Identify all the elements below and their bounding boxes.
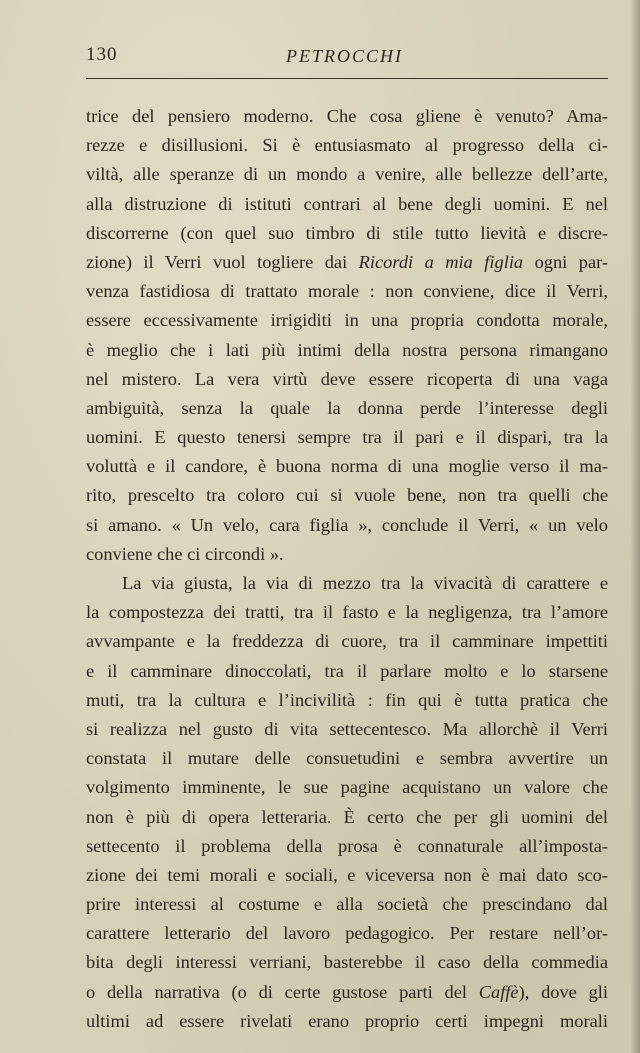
text-line bbox=[86, 978, 608, 1007]
text-line: volgimento imminente, le sue pagine acquistano un valore che bbox=[86, 777, 608, 798]
header-rule bbox=[86, 78, 608, 79]
text-line: viltà, alle speranze di un mondo a venire, alle bellezze dell’arte, bbox=[86, 164, 608, 185]
text-segment: ogni par- bbox=[523, 251, 608, 272]
text-line: settecento il problema della prosa è connaturale all’imposta- bbox=[86, 835, 608, 856]
body-text bbox=[86, 102, 608, 1036]
text-line: uomini. E questo tenersi sempre tra il pari e il dispari, tra la bbox=[86, 427, 608, 448]
text-line: si amano. « Un velo, cara figlia », conclude il Verri, « un velo bbox=[86, 514, 608, 535]
text-line: ambiguità, senza la quale la donna perde l’interesse degli bbox=[86, 397, 608, 418]
page-header bbox=[86, 44, 610, 74]
text-line: voluttà e il candore, è buona norma di una moglie verso il ma- bbox=[86, 456, 608, 477]
text-line: alla distruzione di istituti contrari al bene degli uomini. E nel bbox=[86, 193, 608, 214]
text-line: zione dei temi morali e sociali, e viceversa non è mai dato sco- bbox=[86, 864, 608, 885]
text-line: si realizza nel gusto di vita settecentesco. Ma allorchè il Verri bbox=[86, 718, 608, 739]
text-line: ultimi ad essere rivelati erano proprio certi impegni morali bbox=[86, 1010, 608, 1031]
text-line: la compostezza dei tratti, tra il fasto e la negligenza, tra l’amore bbox=[86, 602, 608, 623]
book-title: Ricordi a mia figlia bbox=[358, 251, 524, 272]
text-line: conviene che ci circondi ». bbox=[86, 543, 284, 564]
text-line: non è più di opera letteraria. È certo che per gli uomini del bbox=[86, 806, 608, 827]
text-segment: ), dove gli bbox=[518, 981, 608, 1002]
text-line: nel mistero. La vera virtù deve essere ricoperta di una vaga bbox=[86, 368, 608, 389]
text-line: è meglio che i lati più intimi della nostra persona rimangano bbox=[86, 339, 608, 360]
text-line: constata il mutare delle consuetudini e sembra avvertire un bbox=[86, 748, 608, 769]
text-line: discorrerne (con quel suo timbro di stile tutto lievità e discre- bbox=[86, 222, 608, 243]
paragraph-start-line: La via giusta, la via di mezzo tra la vivacità di carattere e bbox=[122, 573, 608, 593]
page-edge-shadow bbox=[630, 0, 640, 1053]
text-line: bita degli interessi verriani, basterebbe il caso della commedia bbox=[86, 952, 608, 973]
periodical-title: Caffè bbox=[478, 981, 519, 1002]
running-head: PETROCCHI bbox=[286, 46, 403, 66]
text-line: muti, tra la cultura e l’incivilità : fin qui è tutta pratica che bbox=[86, 689, 608, 710]
text-segment: zione) il Verri vuol togliere dai bbox=[86, 251, 359, 272]
text-line: avvampante e la freddezza di cuore, tra il camminare impettiti bbox=[86, 631, 608, 652]
text-line: essere eccessivamente irrigiditi in una propria condotta morale, bbox=[86, 310, 608, 331]
text-line: venza fastidiosa di trattato morale : non conviene, dice il Verri, bbox=[86, 281, 608, 302]
page-number: 130 bbox=[86, 44, 118, 65]
text-line: rezze e disillusioni. Si è entusiasmato al progresso della ci- bbox=[86, 135, 608, 156]
text-line bbox=[86, 248, 608, 277]
text-line: trice del pensiero moderno. Che cosa gliene è venuto? Ama- bbox=[86, 106, 608, 126]
text-segment: o della narrativa (o di certe gustose parti del bbox=[86, 981, 479, 1002]
text-line: rito, prescelto tra coloro cui si vuole bene, non tra quelli che bbox=[86, 485, 608, 506]
text-line: prire interessi al costume e alla società che prescindano dal bbox=[86, 894, 608, 915]
text-line: carattere letterario del lavoro pedagogico. Per restare nell’or- bbox=[86, 923, 608, 944]
text-line: e il camminare dinoccolati, tra il parlare molto e lo starsene bbox=[86, 660, 608, 681]
